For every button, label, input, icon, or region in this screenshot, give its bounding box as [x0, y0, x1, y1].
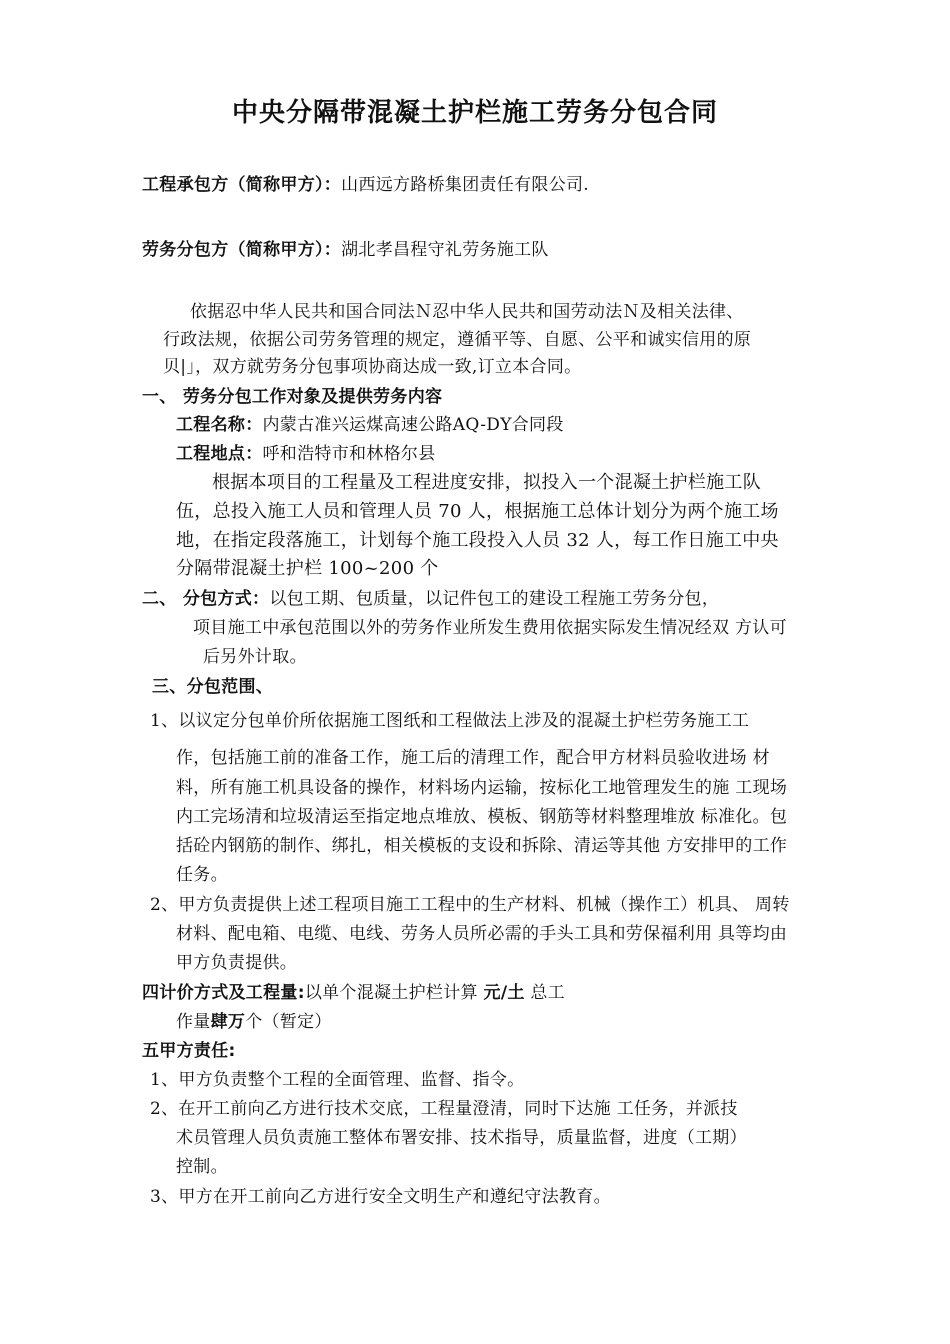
section1-body-line: 分隔带混凝土护栏 100~200 个 — [176, 558, 439, 579]
project-site-value: 呼和浩特市和林格尔县 — [262, 444, 436, 464]
section3-item1-line: 括砼内钢筋的制作、绑扎，相关模板的支设和拆除、清运等其他 方安排甲的工作 — [176, 836, 788, 856]
section3-item2-line: 2、甲方负责提供上述工程项目施工工程中的生产材料、机械（操作工）机具、 周转 — [150, 895, 790, 915]
section5-item2-line: 控制。 — [176, 1157, 228, 1177]
section1-body-line: 地，在指定段落施工，计划每个施工段投入人员 32 人，每工作日施工中央 — [176, 530, 779, 551]
party-a-line — [142, 173, 589, 197]
party-a-label: 工程承包方（简称甲方）： — [142, 175, 342, 195]
section3-item1-line: 作，包括施工前的准备工作，施工后的清理工作，配合甲方材料员验收进场 材 — [176, 748, 770, 768]
section3-item1-line: 内工完场清和垃圾清运至指定地点堆放、模板、钢筋等材料整理堆放 标准化。包 — [176, 807, 788, 827]
project-name-label: 工程名称： — [176, 415, 263, 435]
section5-item: 3、甲方在开工前向乙方进行安全文明生产和遵纪守法教育。 — [150, 1187, 611, 1207]
preamble-line: 贝|」，双方就劳务分包事项协商达成一致,订立本合同。 — [163, 357, 582, 377]
section3-item1-line: 任务。 — [176, 865, 228, 885]
party-b-line — [142, 238, 549, 262]
party-b-value: 湖北孝昌程守礼劳务施工队 — [341, 240, 549, 260]
section5-item2-line: 术员管理人员负责施工整体布署安排、技术指导，质量监督，进度（工期） — [176, 1128, 747, 1148]
document-title: 中央分隔带混凝土护栏施工劳务分包合同 — [231, 98, 718, 128]
section1-heading: 一、 劳务分包工作对象及提供劳务内容 — [142, 387, 443, 407]
preamble-line: 行政法规，依据公司劳务管理的规定，遵循平等、自愿、公平和诚实信用的原 — [163, 330, 752, 350]
section2-heading: 二、 分包方式： — [142, 589, 270, 609]
section4-line — [142, 981, 565, 1005]
section3-item2-line: 材料、配电箱、电缆、电线、劳务人员所必需的手头工具和劳保福利用 具等均由 — [176, 924, 788, 944]
section2-line: 后另外计取。 — [203, 647, 307, 667]
preamble-line: 依据忍中华人民共和国合同法Ｎ忍中华人民共和国劳动法Ｎ及相关法律、 — [190, 302, 744, 322]
section2-line — [142, 587, 719, 611]
section3-item1-line: 1、以议定分包单价所依据施工图纸和工程做法上涉及的混凝土护栏劳务施工工 — [150, 711, 750, 731]
section1-body-line: 根据本项目的工程量及工程进度安排，拟投入一个混凝土护栏施工队 — [212, 472, 761, 493]
project-site-label: 工程地点： — [176, 444, 263, 464]
section4-heading: 四计价方式及工程量: — [142, 983, 305, 1003]
party-a-value: 山西远方路桥集团责任有限公司. — [341, 175, 590, 195]
section4-unit: 元/土 — [483, 983, 525, 1003]
section3-item1-line: 料，所有施工机具设备的操作，材料场内运输，按标化工地管理发生的施 工现场 — [176, 778, 788, 798]
project-name-line — [176, 413, 564, 437]
section4-line — [176, 1010, 332, 1034]
party-b-label: 劳务分包方（简称甲方）： — [142, 240, 342, 260]
section4-text: 个（暂定） — [245, 1012, 332, 1032]
section4-text: 总工 — [524, 983, 565, 1003]
section2-text: 以包工期、包质量，以记件包工的建设工程施工劳务分包， — [269, 589, 720, 609]
section5-item2-line: 2、在开工前向乙方进行技术交底，工程量澄清，同时下达施 工任务，并派技 — [150, 1099, 738, 1119]
section5-item: 1、甲方负责整个工程的全面管理、监督、指令。 — [150, 1070, 525, 1090]
section1-body-line: 伍，总投入施工人员和管理人员 70 人，根据施工总体计划分为两个施工场 — [176, 501, 779, 522]
section4-text: 作量 — [176, 1012, 211, 1032]
section5-heading: 五甲方责任: — [142, 1041, 236, 1061]
project-name-value: 内蒙古准兴运煤高速公路AQ-DY合同段 — [262, 415, 564, 435]
section3-item2-line: 甲方负责提供。 — [176, 953, 298, 973]
section3-heading: 三、分包范围、 — [152, 677, 274, 697]
section4-amount: 肆万 — [210, 1012, 246, 1032]
section2-line: 项目施工中承包范围以外的劳务作业所发生费用依据实际发生情况经双 方认可 — [193, 618, 787, 638]
project-site-line — [176, 442, 436, 466]
section4-text: 以单个混凝土护栏计算 — [304, 983, 484, 1003]
